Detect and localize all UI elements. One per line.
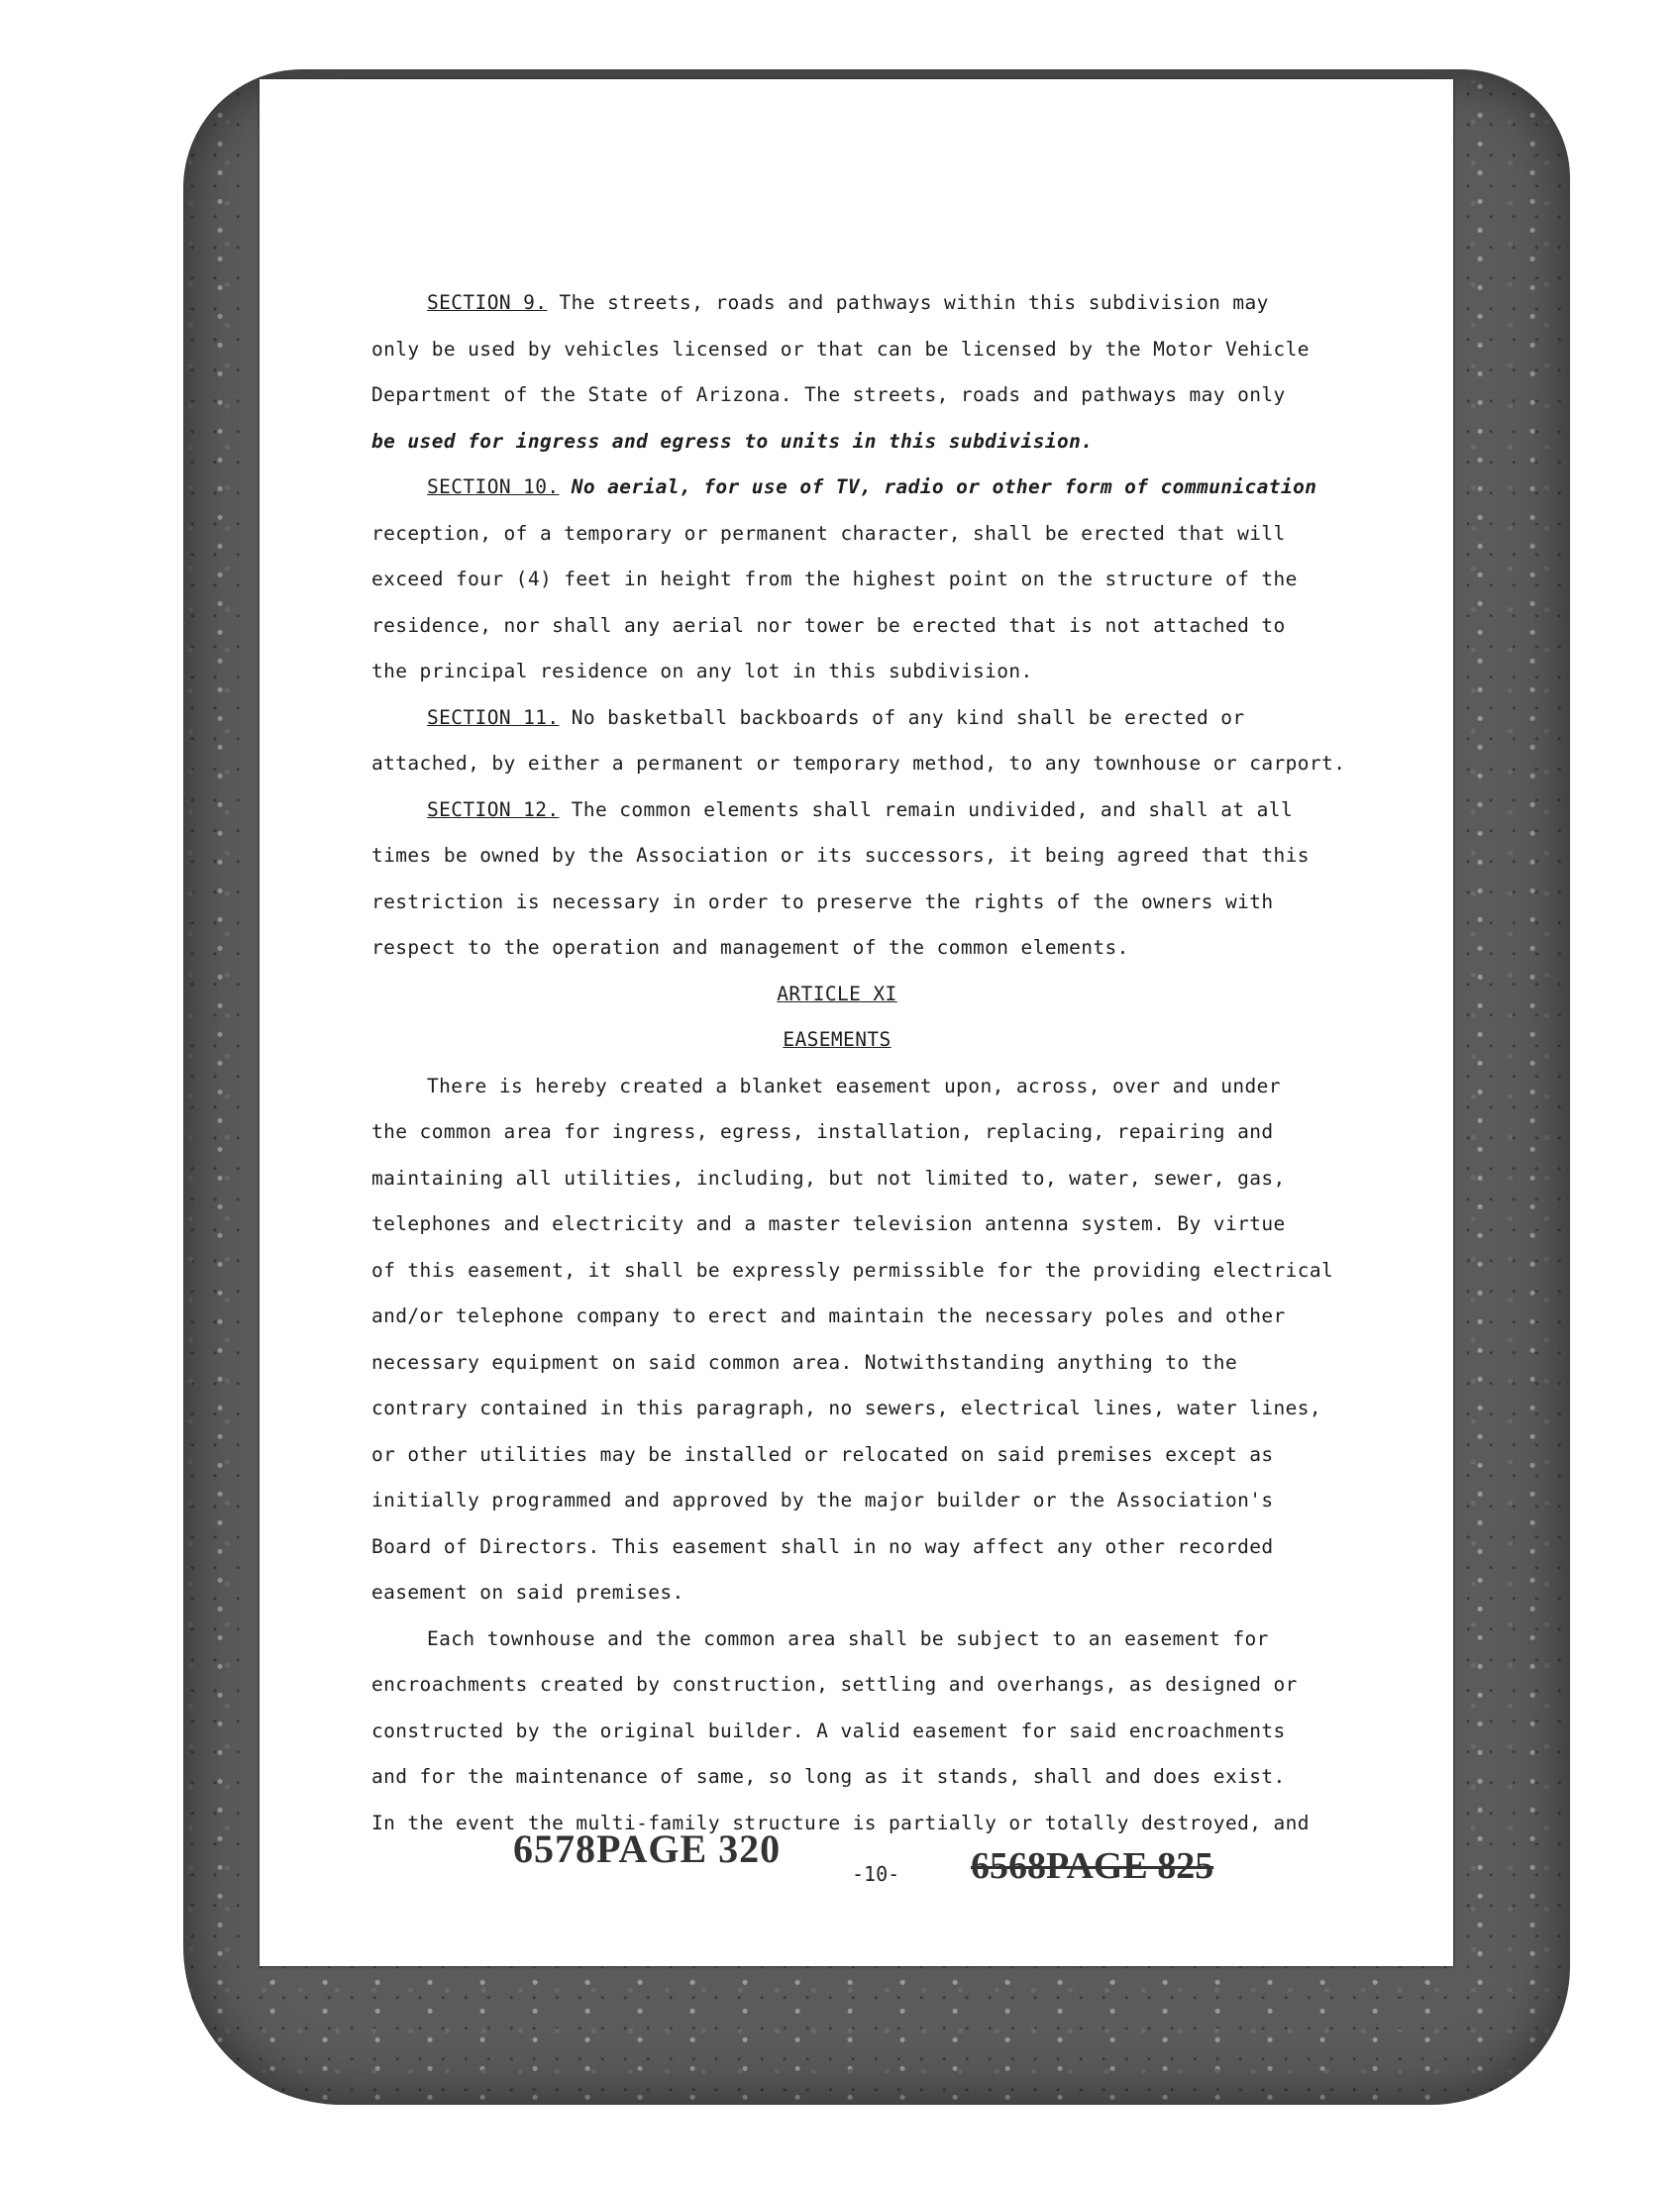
section-11-line-2: attached, by either a permanent or temporary method, to any townhouse or carport. — [371, 752, 1346, 775]
para1-line: or other utilities may be installed or relocated on said premises except as — [371, 1442, 1274, 1466]
section-9-line-2: only be used by vehicles licensed or that can be licensed by the Motor Vehicle — [371, 337, 1310, 361]
section-10-line-5: the principal residence on any lot in this subdivision. — [371, 660, 1033, 682]
section-10-line-3: exceed four (4) feet in height from the highest point on the structure of the — [371, 568, 1298, 590]
page-number: -10- — [852, 1862, 900, 1886]
para1-line: Board of Directors. This easement shall in no way affect any other recorded — [371, 1534, 1274, 1558]
para2-line: and for the maintenance of same, so long as it stands, shall and does exist. — [371, 1765, 1286, 1788]
section-12-line-2: times be owned by the Association or its successors, it being agreed that this — [371, 844, 1310, 867]
section-12-line-3: restriction is necessary in order to preserve the rights of the owners with — [371, 889, 1274, 913]
para1-line: contrary contained in this paragraph, no sewers, electrical lines, water lines, — [371, 1397, 1322, 1419]
para2-line: Each townhouse and the common area shall be subject to an easement for — [427, 1626, 1269, 1650]
section-9-line-3: Department of the State of Arizona. The streets, roads and pathways may only — [371, 383, 1286, 406]
para1-line: initially programmed and approved by the major builder or the Association's — [371, 1489, 1274, 1511]
article-title: EASEMENTS — [783, 1028, 892, 1051]
section-9-line-1: SECTION 9. The streets, roads and pathways within this subdivision may — [427, 291, 1269, 314]
para2-line: In the event the multi-family structure is partially or totally destroyed, and — [371, 1811, 1310, 1834]
para1-line: easement on said premises. — [371, 1581, 684, 1604]
para1-line: of this easement, it shall be expressly permissible for the providing electrical — [371, 1258, 1334, 1282]
para1-line: maintaining all utilities, including, but not limited to, water, sewer, gas, — [371, 1166, 1286, 1190]
para2-line: constructed by the original builder. A valid easement for said encroachments — [371, 1718, 1286, 1742]
section-10-heading: SECTION 10. — [427, 475, 560, 498]
para1-line: telephones and electricity and a master television antenna system. By virtue — [371, 1212, 1286, 1235]
section-12-line-1: SECTION 12. The common elements shall remain undivided, and shall at all — [427, 797, 1294, 821]
section-10-line-4: residence, nor shall any aerial nor tower be erected that is not attached to — [371, 613, 1286, 637]
para1-line: necessary equipment on said common area. Notwithstanding anything to the — [371, 1350, 1238, 1374]
para1-line: and/or telephone company to erect and maintain the necessary poles and other — [371, 1304, 1286, 1327]
para1-line: the common area for ingress, egress, installation, replacing, repairing and — [371, 1120, 1274, 1143]
easement-paragraph-2 — [371, 1616, 1310, 1847]
section-11-line-1: SECTION 11. No basketball backboards of any kind shall be erected or — [427, 705, 1245, 729]
recording-reference-left: 6578PAGE 320 — [513, 1826, 782, 1871]
section-10-line-1: SECTION 10. No aerial, for use of TV, radio or other form of communication — [427, 475, 1317, 498]
section-12-heading: SECTION 12. — [427, 797, 560, 821]
easement-paragraph-1 — [371, 1064, 1334, 1616]
section-10-line-2: reception, of a temporary or permanent character, shall be erected that will — [371, 521, 1286, 545]
section-9-line-4: be used for ingress and egress to units in this subdivision. — [371, 429, 1094, 453]
section-11-heading: SECTION 11. — [427, 705, 560, 729]
para2-line: encroachments created by construction, settling and overhangs, as designed or — [371, 1673, 1298, 1696]
para1-line: There is hereby created a blanket easement upon, across, over and under — [427, 1074, 1281, 1097]
recording-reference-right-struck: 6568PAGE 825 — [971, 1845, 1214, 1887]
section-12-line-4: respect to the operation and management of the common elements. — [371, 936, 1129, 959]
section-9-heading: SECTION 9. — [427, 291, 548, 314]
article-number: ARTICLE XI — [777, 982, 897, 1005]
document-body — [371, 280, 1346, 1846]
